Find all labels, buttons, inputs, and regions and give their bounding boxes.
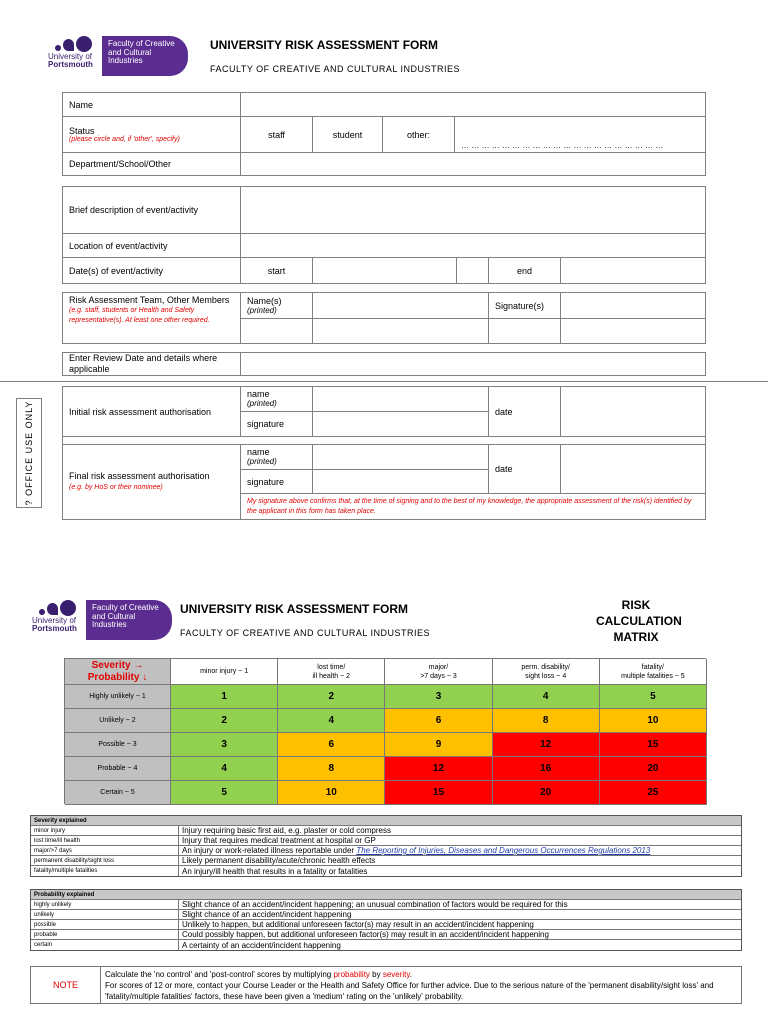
severity-column-header: major/ >7 days ~ 3 xyxy=(385,659,492,685)
university-logo-2 xyxy=(32,600,172,642)
risk-score-cell: 8 xyxy=(278,757,385,781)
final-signature-label: signature xyxy=(241,470,313,494)
final-name-label-cell xyxy=(241,445,313,470)
risk-score-cell: 8 xyxy=(493,709,600,733)
risk-score-cell: 12 xyxy=(493,733,600,757)
final-authorisation-label: Final risk assessment authorisation xyxy=(69,471,210,481)
risk-score-cell: 9 xyxy=(385,733,492,757)
final-name-field[interactable] xyxy=(313,445,489,470)
probability-row-label: Highly unlikely ~ 1 xyxy=(65,685,171,709)
team-signatures-field[interactable] xyxy=(561,293,705,319)
form-subtitle: FACULTY OF CREATIVE AND CULTURAL INDUSTRIES xyxy=(210,64,461,74)
final-authorisation-cell xyxy=(63,445,241,519)
severity-column-header: fatality/ multiple fatalities ~ 5 xyxy=(600,659,707,685)
date-spacer xyxy=(457,258,489,283)
status-other-option[interactable]: other: xyxy=(383,117,455,153)
status-note: (please circle and, if 'other', specify) xyxy=(69,136,180,143)
risk-score-cell: 5 xyxy=(171,781,278,805)
probability-row xyxy=(31,910,741,920)
location-label: Location of event/activity xyxy=(63,234,241,258)
team-signatures-field-2[interactable] xyxy=(561,319,705,343)
team-row2-spacer xyxy=(241,319,313,343)
risk-score-cell: 2 xyxy=(278,685,385,709)
name-label: Name xyxy=(63,93,241,117)
risk-score-cell: 15 xyxy=(600,733,707,757)
brief-description-field[interactable] xyxy=(241,187,705,234)
note-label: NOTE xyxy=(31,967,101,1003)
team-label-cell xyxy=(63,293,241,343)
severity-row xyxy=(31,826,741,836)
final-date-label: date xyxy=(489,445,561,494)
university-logo xyxy=(48,36,188,78)
risk-score-cell: 16 xyxy=(493,757,600,781)
severity-column-header: minor injury ~ 1 xyxy=(171,659,278,685)
risk-score-cell: 10 xyxy=(600,709,707,733)
logo-faculty-box: Faculty of Creative and Cultural Industries xyxy=(102,36,188,76)
end-date-field[interactable] xyxy=(561,258,705,283)
probability-header: Probability explained xyxy=(31,890,741,900)
risk-score-cell: 15 xyxy=(385,781,492,805)
risk-score-cell: 25 xyxy=(600,781,707,805)
severity-term: minor injury xyxy=(31,826,179,835)
probability-definition: Could possibly happen, but additional unforeseen factor(s) may result in an accident/incident happening xyxy=(182,930,549,939)
risk-calculation-matrix-label: RISK CALCULATION MATRIX xyxy=(596,598,682,644)
severity-definition: Likely permanent disability/acute/chronic health effects xyxy=(182,856,376,865)
logo-university-name: University of Portsmouth xyxy=(48,52,93,69)
final-signature-field[interactable] xyxy=(313,470,489,494)
risk-score-cell: 20 xyxy=(493,781,600,805)
matrix-page-subtitle: FACULTY OF CREATIVE AND CULTURAL INDUSTRIES xyxy=(180,628,431,638)
risk-matrix xyxy=(64,658,706,804)
probability-definition: Slight chance of an accident/incident happening; an unusual combination of factors would be required for this xyxy=(182,900,568,909)
probability-row xyxy=(31,920,741,930)
team-row2-spacer-2 xyxy=(489,319,561,343)
status-other-dots: … … … … … … … … … … … … … … … … … … … … xyxy=(461,141,664,150)
start-date-field[interactable] xyxy=(313,258,457,283)
status-label: Status xyxy=(69,126,95,136)
team-table xyxy=(62,292,706,344)
probability-row xyxy=(31,900,741,910)
status-label-cell xyxy=(63,117,241,153)
names-label-cell xyxy=(241,293,313,319)
probability-term: certain xyxy=(31,940,179,950)
risk-score-cell: 4 xyxy=(278,709,385,733)
severity-definition: Injury requiring basic first aid, e.g. plaster or cold compress xyxy=(182,826,391,835)
department-label: Department/School/Other xyxy=(63,153,241,175)
severity-explained-table xyxy=(30,815,742,877)
probability-row-label: Unlikely ~ 2 xyxy=(65,709,171,733)
initial-printed-label: (printed) xyxy=(247,399,277,408)
office-use-separator xyxy=(0,381,768,382)
risk-score-cell: 10 xyxy=(278,781,385,805)
risk-score-cell: 6 xyxy=(278,733,385,757)
location-field[interactable] xyxy=(241,234,705,258)
risk-score-cell: 3 xyxy=(171,733,278,757)
event-details-table xyxy=(62,186,706,284)
office-use-only-label: ? OFFICE USE ONLY xyxy=(16,398,42,508)
severity-definition: Injury that requires medical treatment at hospital or GP xyxy=(182,836,376,845)
end-label: end xyxy=(489,258,561,283)
name-field[interactable] xyxy=(241,93,705,117)
risk-score-cell: 2 xyxy=(171,709,278,733)
team-names-field-2[interactable] xyxy=(313,319,489,343)
probability-row xyxy=(31,930,741,940)
severity-column-header: perm. disability/ sight loss ~ 4 xyxy=(493,659,600,685)
severity-row xyxy=(31,836,741,846)
names-printed: (printed) xyxy=(247,306,277,315)
matrix-corner xyxy=(65,659,171,685)
final-printed-label: (printed) xyxy=(247,457,277,466)
initial-name-label: name xyxy=(247,389,270,399)
start-label: start xyxy=(241,258,313,283)
severity-term: fatality/multiple fatalities xyxy=(31,866,179,876)
brief-description-label: Brief description of event/activity xyxy=(63,187,241,234)
review-label: Enter Review Date and details where applicable xyxy=(63,353,241,375)
initial-signature-label: signature xyxy=(241,412,313,437)
probability-row-label: Probable ~ 4 xyxy=(65,757,171,781)
probability-row-label: Certain ~ 5 xyxy=(65,781,171,805)
team-note: (e.g. staff, students or Health and Safety representative(s). At least one other required. xyxy=(69,307,210,324)
risk-score-cell: 6 xyxy=(385,709,492,733)
initial-authorisation-label: Initial risk assessment authorisation xyxy=(63,387,241,437)
severity-column-header: lost time/ ill health ~ 2 xyxy=(278,659,385,685)
riddor-link[interactable]: The Reporting of Injuries, Diseases and Dangerous Occurrences Regulations 2013 xyxy=(356,846,651,855)
risk-score-cell: 12 xyxy=(385,757,492,781)
status-student-option[interactable]: student xyxy=(313,117,383,153)
note-box xyxy=(30,966,742,1004)
initial-name-label-cell xyxy=(241,387,313,412)
risk-score-cell: 4 xyxy=(493,685,600,709)
final-date-field[interactable] xyxy=(561,445,705,494)
status-staff-option[interactable]: staff xyxy=(241,117,313,153)
initial-name-field[interactable] xyxy=(313,387,489,412)
severity-term: permanent disability/sight loss xyxy=(31,856,179,865)
probability-term: possible xyxy=(31,920,179,929)
initial-date-field[interactable] xyxy=(561,387,705,437)
authorisation-table xyxy=(62,386,706,520)
review-field[interactable] xyxy=(241,353,705,375)
severity-term: major/>7 days xyxy=(31,846,179,855)
initial-signature-field[interactable] xyxy=(313,412,489,437)
final-name-label: name xyxy=(247,447,270,457)
matrix-page-title: UNIVERSITY RISK ASSESSMENT FORM xyxy=(180,602,409,616)
severity-definition: An injury/ill health that results in a fatality or fatalities xyxy=(182,866,368,876)
probability-definition: A certainty of an accident/incident happening xyxy=(182,940,341,950)
severity-row xyxy=(31,846,741,856)
note-text: Calculate the 'no control' and 'post-control' scores by multiplying probability by severity. For scores of 12 or more, contact your Course Leader or the Health and Safety Office for further advice. Due to the serious nature of the 'permanent disability/sight loss' and 'fatality/multiple fatalities' factors, these have been given a 'medium' rating on the 'unlikely' probability. xyxy=(105,970,714,1001)
final-authorisation-note: (e.g. by HoS or their nominee) xyxy=(69,484,163,491)
probability-row-label: Possible ~ 3 xyxy=(65,733,171,757)
names-label: Name(s) xyxy=(247,296,282,306)
risk-score-cell: 4 xyxy=(171,757,278,781)
risk-score-cell: 1 xyxy=(171,685,278,709)
severity-term: lost time/ill health xyxy=(31,836,179,845)
initial-date-label: date xyxy=(489,387,561,437)
severity-row xyxy=(31,856,741,866)
probability-term: highly unlikely xyxy=(31,900,179,909)
team-label: Risk Assessment Team, Other Members xyxy=(69,295,230,305)
personal-details-table xyxy=(62,92,706,176)
logo-faculty-box-2: Faculty of Creative and Cultural Industries xyxy=(86,600,172,640)
probability-explained-table xyxy=(30,889,742,951)
signatures-label: Signature(s) xyxy=(489,293,561,319)
probability-definition: Unlikely to happen, but additional unforeseen factor(s) may result in an accident/incident happening xyxy=(182,920,534,929)
review-table xyxy=(62,352,706,376)
auth-gap xyxy=(63,437,705,445)
confirmation-statement: My signature above confirms that, at the time of signing and to the best of my knowledge, the appropriate assessment of the risk(s) identified by the applicant in this form has taken place. xyxy=(247,497,692,515)
logo-university-name-2: University of Portsmouth xyxy=(32,616,77,633)
probability-definition: Slight chance of an accident/incident happening xyxy=(182,910,352,919)
dates-label: Date(s) of event/activity xyxy=(63,258,241,283)
severity-header: Severity explained xyxy=(31,816,741,826)
probability-term: probable xyxy=(31,930,179,939)
team-names-field[interactable] xyxy=(313,293,489,319)
probability-axis-label: Probability ↓ xyxy=(87,671,148,683)
risk-score-cell: 5 xyxy=(600,685,707,709)
probability-row xyxy=(31,940,741,950)
severity-axis-label: Severity → xyxy=(91,659,144,671)
risk-score-cell: 3 xyxy=(385,685,492,709)
severity-definition: An injury or work-related illness reportable under The Reporting of Injuries, Diseases and Dangerous Occurrences Regulations 2013 xyxy=(182,846,651,855)
severity-row xyxy=(31,866,741,876)
risk-score-cell: 20 xyxy=(600,757,707,781)
status-other-field[interactable] xyxy=(455,117,705,153)
probability-term: unlikely xyxy=(31,910,179,919)
form-title: UNIVERSITY RISK ASSESSMENT FORM xyxy=(210,38,439,52)
department-field[interactable] xyxy=(241,153,705,175)
